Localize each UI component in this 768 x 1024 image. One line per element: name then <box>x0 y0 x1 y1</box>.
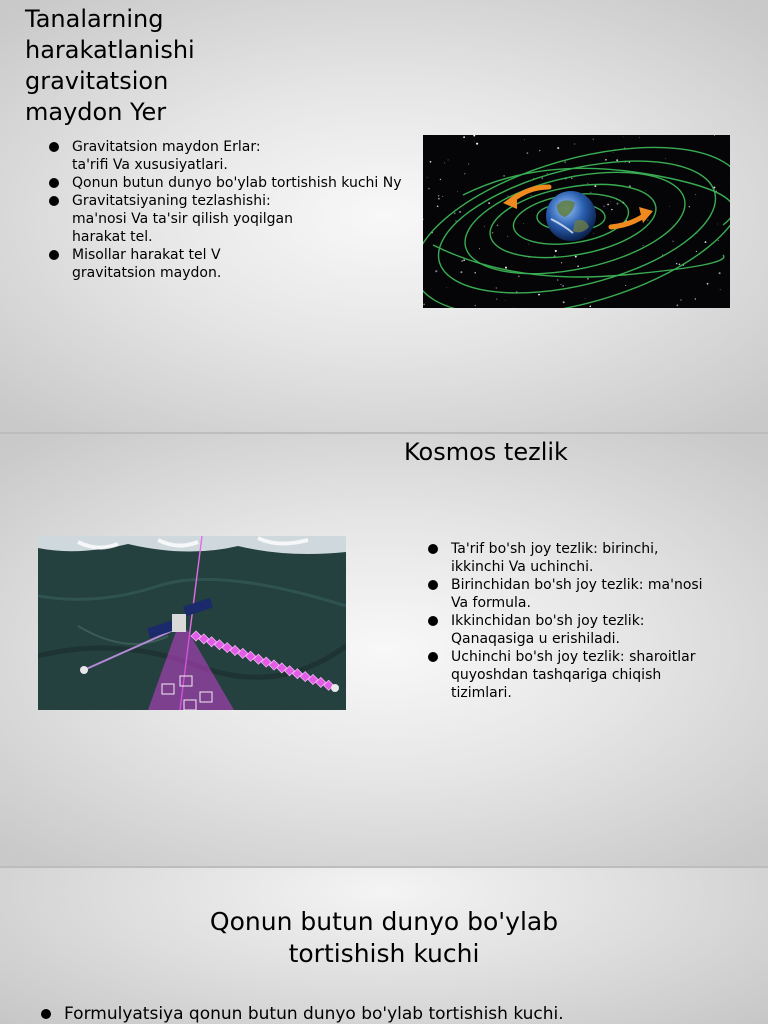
bullet-item: Qonun butun dunyo bo'ylab tortishish kuchi Ny <box>46 174 426 192</box>
slide-3-title: Qonun butun dunyo bo'ylab tortishish kuchi <box>209 907 559 968</box>
satellite-orbit-image <box>38 536 346 710</box>
bullet-item: Formulyatsiya qonun butun dunyo bo'ylab tortishish kuchi. <box>38 1003 758 1024</box>
slide-2-title: Kosmos tezlik <box>404 438 568 466</box>
slide-3-bullet-list <box>38 1003 758 1024</box>
bullet-item: Gravitatsiyaning tezlashishi: ma'nosi Va ta'sir qilish yoqilgan harakat tel. <box>46 192 426 246</box>
bullet-item: Birinchidan bo'sh joy tezlik: ma'nosi Va formula. <box>425 576 755 612</box>
slide-2 <box>0 434 768 866</box>
slide-3 <box>0 868 768 1024</box>
slide-2-bullet-list <box>425 540 755 702</box>
slide-1-bullet-list <box>46 138 426 282</box>
slide-1-title: Tanalarning harakatlanishi gravitatsion maydon Yer <box>25 5 195 126</box>
bullet-item: Gravitatsion maydon Erlar: ta'rifi Va xususiyatlari. <box>46 138 426 174</box>
bullet-item: Ta'rif bo'sh joy tezlik: birinchi, ikkinchi Va uchinchi. <box>425 540 755 576</box>
slide-1 <box>0 0 768 432</box>
bullet-item: Ikkinchidan bo'sh joy tezlik: Qanaqasiga u erishiladi. <box>425 612 755 648</box>
bullet-item: Misollar harakat tel V gravitatsion maydon. <box>46 246 426 282</box>
earth-gravity-field-image <box>423 135 730 308</box>
bullet-item: Uchinchi bo'sh joy tezlik: sharoitlar quyoshdan tashqariga chiqish tizimlari. <box>425 648 755 702</box>
